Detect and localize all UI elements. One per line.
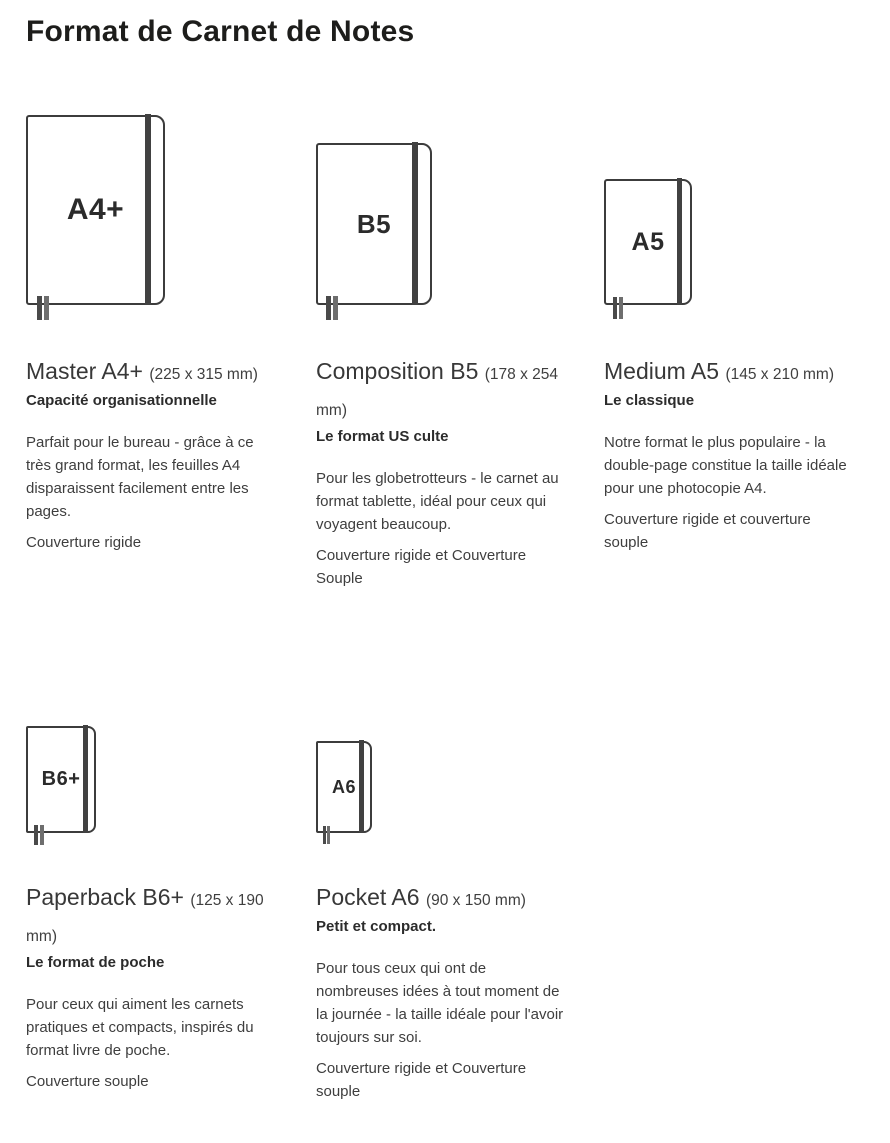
- notebook-illustration-a6: [316, 708, 571, 848]
- notebook-cover-graphic: [316, 143, 432, 305]
- format-name: [316, 881, 571, 917]
- format-cover-options: Couverture souple: [26, 1073, 149, 1090]
- format-dimensions: (145 x 210 mm): [725, 366, 834, 383]
- notebook-cover-graphic: [26, 726, 96, 833]
- elastic-band-icon: [412, 142, 418, 305]
- format-dimensions: (90 x 150 mm): [425, 892, 526, 909]
- format-card-pocket-a6: [316, 708, 571, 1103]
- format-card-composition-b5: [316, 92, 571, 590]
- format-name: [604, 355, 859, 391]
- format-card-medium-a5: [604, 92, 859, 590]
- format-cover-options: Couverture rigide et Couverture Souple: [316, 547, 527, 587]
- format-name-text: Medium A5: [604, 358, 720, 384]
- format-description: Pour tous ceux qui ont de nombreuses idées à tout moment de la journée - la taille idéale pour l'avoir toujours sur soi.: [316, 960, 564, 1046]
- notebook-cover-graphic: [26, 115, 165, 305]
- notebook-cover-graphic: [604, 179, 692, 305]
- bookmark-ribbon-icon: [327, 826, 330, 844]
- notebook-illustration-b6plus: [26, 708, 281, 848]
- format-name: [316, 355, 571, 427]
- bookmark-ribbon-icon: [37, 296, 42, 320]
- bookmark-ribbon-icon: [619, 297, 623, 319]
- notebook-format-label: B6+: [41, 768, 81, 790]
- format-description: Pour les globetrotteurs - le carnet au format tablette, idéal pour ceux qui voyagent beaucoup.: [316, 470, 559, 533]
- format-card-paperback-b6plus: [26, 708, 281, 1103]
- notebook-illustration-a4plus: [26, 92, 281, 322]
- format-dimensions: (225 x 315 mm): [149, 366, 258, 383]
- elastic-band-icon: [145, 114, 151, 305]
- notebook-format-label: A4+: [66, 193, 125, 226]
- format-tagline: Le classique: [604, 392, 695, 409]
- format-name-text: Master A4+: [26, 358, 143, 384]
- notebook-format-label: B5: [356, 208, 392, 239]
- elastic-band-icon: [359, 740, 364, 833]
- format-tagline: Le format US culte: [316, 428, 449, 445]
- bookmark-ribbon-icon: [34, 825, 38, 845]
- notebook-illustration-b5: [316, 92, 571, 322]
- notebook-cover-graphic: [316, 741, 372, 833]
- bookmark-ribbon-icon: [326, 296, 331, 320]
- format-cover-options: Couverture rigide: [26, 534, 142, 551]
- notebook-format-label: A6: [331, 776, 356, 797]
- elastic-band-icon: [677, 178, 682, 305]
- bookmark-ribbon-icon: [333, 296, 338, 320]
- format-description: Pour ceux qui aiment les carnets pratiques et compacts, inspirés du format livre de poche.: [26, 996, 254, 1059]
- notebook-illustration-a5: [604, 92, 859, 322]
- format-cover-options: Couverture rigide et couverture souple: [604, 511, 811, 551]
- format-tagline: Capacité organisationnelle: [26, 392, 217, 409]
- format-tagline: Le format de poche: [26, 954, 165, 971]
- bookmark-ribbon-icon: [40, 825, 44, 845]
- format-tagline: Petit et compact.: [316, 918, 437, 935]
- elastic-band-icon: [83, 725, 88, 833]
- format-card-master-a4plus: [26, 92, 281, 590]
- format-description: Parfait pour le bureau - grâce à ce très grand format, les feuilles A4 disparaissent facilement entre les pages.: [26, 434, 254, 520]
- format-name: [26, 881, 281, 953]
- format-grid: [26, 92, 876, 1103]
- format-dimensions: (125 x 190 mm): [26, 892, 264, 945]
- bookmark-ribbon-icon: [323, 826, 326, 844]
- notebook-format-label: A5: [631, 227, 665, 256]
- format-name-text: Paperback B6+: [26, 884, 184, 910]
- format-dimensions: (178 x 254 mm): [316, 366, 558, 419]
- bookmark-ribbon-icon: [44, 296, 49, 320]
- format-cover-options: Couverture rigide et Couverture souple: [316, 1060, 527, 1100]
- bookmark-ribbon-icon: [613, 297, 617, 319]
- format-name-text: Composition B5: [316, 358, 479, 384]
- format-name-text: Pocket A6: [316, 884, 420, 910]
- page-title: Format de Carnet de Notes: [26, 15, 415, 48]
- format-description: Notre format le plus populaire - la double-page constitue la taille idéale pour une photocopie A4.: [604, 434, 847, 497]
- format-name: [26, 355, 281, 391]
